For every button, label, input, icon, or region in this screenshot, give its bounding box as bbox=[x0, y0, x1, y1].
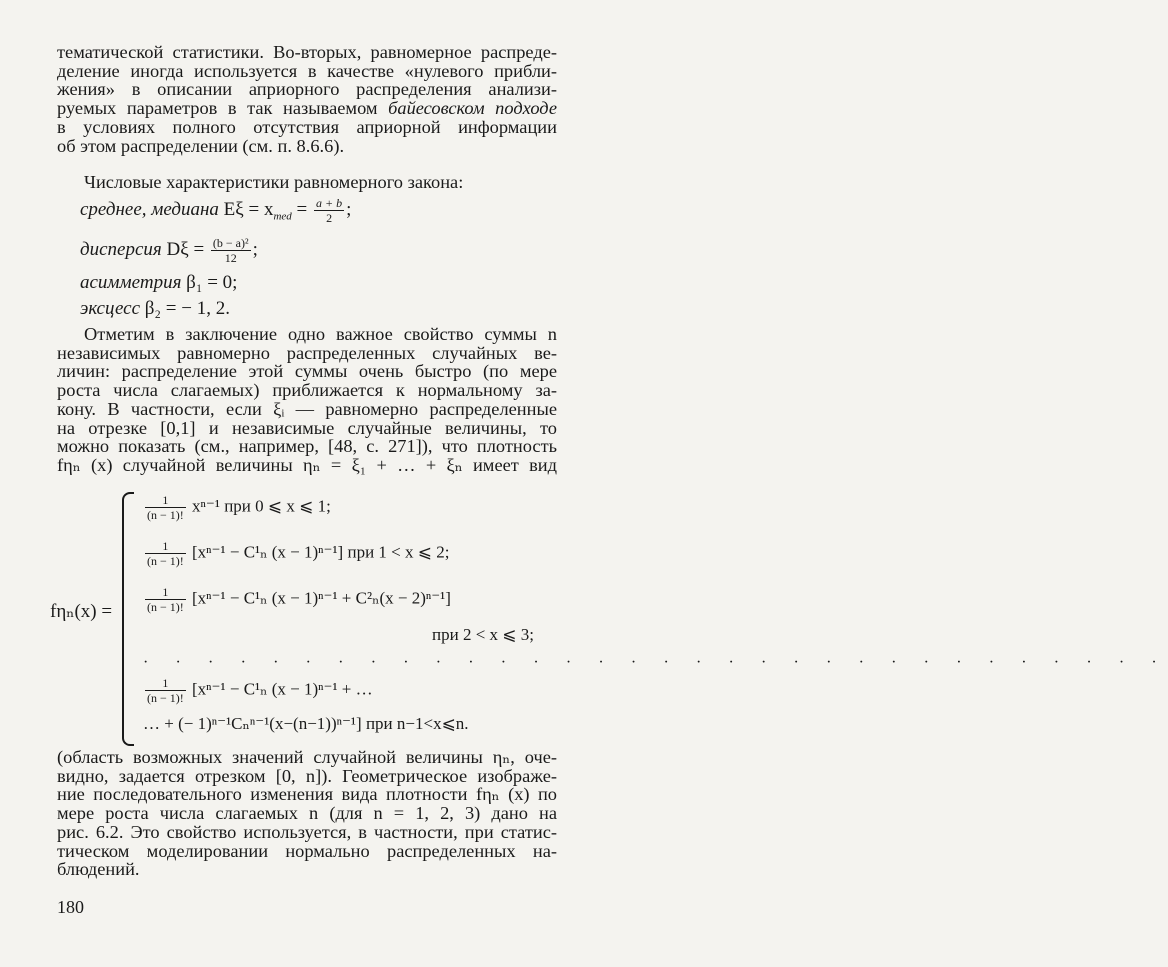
text-line: кону. В частности, если ξᵢ — равномерно распределенные bbox=[57, 398, 557, 419]
text-line: об этом распределении (см. п. 8.6.6). bbox=[57, 135, 345, 156]
text-line: жения» в описании априорного распределения анализи- bbox=[57, 79, 557, 100]
intro-paragraph bbox=[57, 43, 557, 155]
text-line: (область возможных значений случайной величины ηₙ, оче- bbox=[57, 747, 557, 767]
closing-paragraph bbox=[57, 748, 557, 879]
case-3: $\frac{1}{(n - 1)!}$ [xⁿ⁻¹ − C¹ₙ (x − 1)ⁿ⁻¹ + C²ₙ(x − 2)ⁿ⁻¹] bbox=[147, 585, 451, 614]
skewness-formula: асимметрия β₁ = 0; bbox=[80, 272, 238, 293]
text-line: руемых параметров в так называемом байесовском подходе bbox=[57, 98, 557, 119]
text-line: fηₙ (x) случайной величины ηₙ = ξ₁ + … + ξₙ имеет вид bbox=[57, 454, 557, 475]
text-line: блюдений. bbox=[57, 859, 140, 880]
kurtosis-formula: эксцесс β₂ = − 1, 2. bbox=[80, 298, 230, 319]
case-4-continuation: … + (− 1)ⁿ⁻¹Cₙⁿ⁻¹(x−(n−1))ⁿ⁻¹] при n−1<x⩽n. bbox=[143, 714, 469, 733]
text-line: на отрезке [0,1] и независимые случайные величины, то bbox=[57, 417, 557, 438]
sum-property-paragraph bbox=[57, 325, 557, 475]
text-line: можно показать (см., например, [48, с. 271]), что плотность bbox=[57, 436, 557, 457]
case-4: $\frac{1}{(n - 1)!}$ [xⁿ⁻¹ − C¹ₙ (x − 1)ⁿ⁻¹ + … bbox=[147, 676, 373, 705]
cases-brace bbox=[122, 492, 134, 746]
case-3-condition: при 2 < x ⩽ 3; bbox=[432, 625, 534, 644]
case-2: $\frac{1}{(n - 1)!}$ [xⁿ⁻¹ − C¹ₙ (x − 1)ⁿ⁻¹] при 1 < x ⩽ 2; bbox=[147, 539, 450, 568]
text-line: тематической статистики. Во-вторых, равномерное распреде- bbox=[57, 42, 557, 62]
text-line: ние последовательного изменения вида плотности fηₙ (x) по bbox=[57, 784, 557, 805]
case-1: $\frac{1}{(n - 1)!}$ xⁿ⁻¹ при 0 ⩽ x ⩽ 1; bbox=[147, 493, 331, 522]
ellipsis-row: · · · · · · · · · · · · · · · · · · · · · · · · · · · · · · · · bbox=[143, 654, 1168, 671]
text-line: рис. 6.2. Это свойство используется, в частности, при статис- bbox=[57, 821, 557, 842]
variance-formula: дисперсия Dξ = $\frac{\text{(b − a)²}}{12}$ ; bbox=[80, 236, 258, 265]
mean-fraction: $\frac{a + b}{2}$ bbox=[316, 196, 343, 225]
text-line: роста числа слагаемых) приближается к нормальному за- bbox=[57, 380, 557, 401]
text-line: деление иногда используется в качестве «нулевого прибли- bbox=[57, 60, 557, 81]
density-lhs: fηₙ(x) = bbox=[50, 601, 113, 622]
text-line: независимых равномерно распределенных случайных ве- bbox=[57, 342, 557, 363]
text-line: мере роста числа слагаемых n (для n = 1, 2, 3) дано на bbox=[57, 803, 557, 824]
text-line: тическом моделировании нормально распределенных на- bbox=[57, 840, 557, 861]
characteristics-heading: Числовые характеристики равномерного закона: bbox=[84, 172, 464, 192]
text-line: личин: распределение этой суммы очень быстро (по мере bbox=[57, 361, 557, 382]
variance-fraction: $\frac{\text{(b − a)²}}{12}$ bbox=[212, 236, 249, 265]
text-line: видно, задается отрезком [0, n]). Геометрическое изображе- bbox=[57, 765, 557, 786]
mean-formula: среднее, медиана $E\xi = x_{med}$ = $\frac{a + b}{2}$ ; bbox=[80, 196, 352, 225]
page-number: 180 bbox=[57, 897, 84, 917]
text-line: в условиях полного отсутствия априорной информации bbox=[57, 116, 557, 137]
text-line: Отметим в заключение одно важное свойство суммы n bbox=[84, 324, 557, 344]
